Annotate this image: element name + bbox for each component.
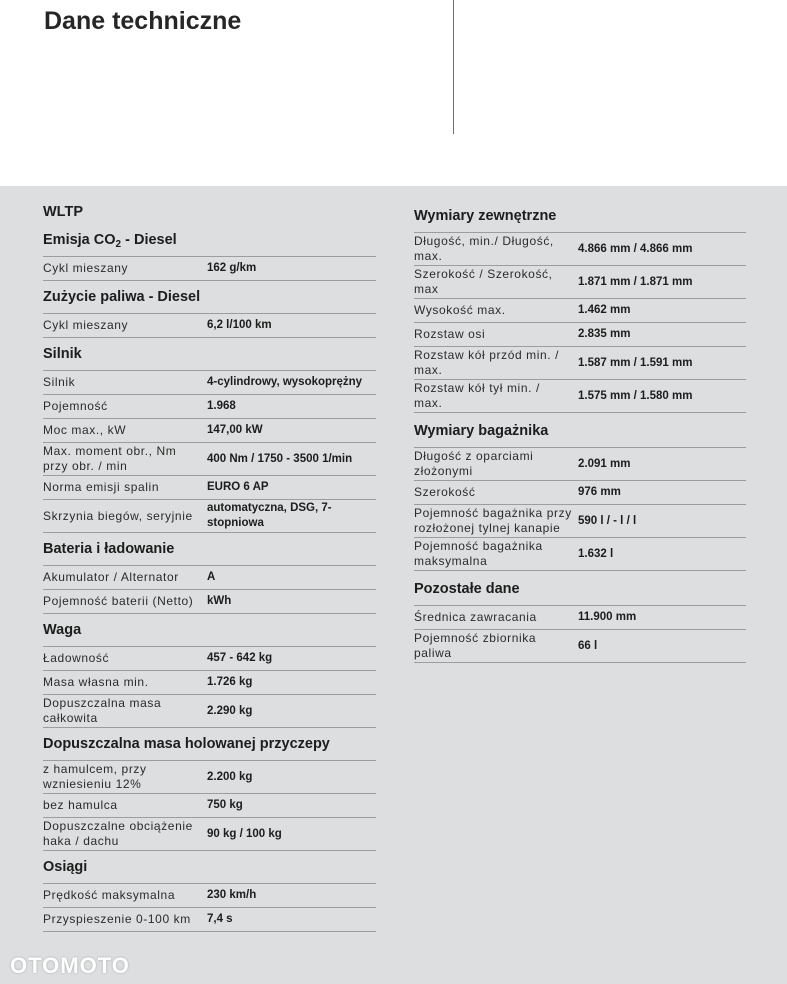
spec-value: 590 l / - l / l [578,514,637,527]
spec-value: 2.091 mm [578,457,631,470]
spec-label: Masa własna min. [43,675,149,689]
section-waga [43,646,376,728]
spec-row [43,695,376,728]
spec-label: Cykl mieszany [43,318,129,332]
spec-row [43,476,376,500]
spec-row [414,630,746,663]
spec-row [43,761,376,794]
spec-value: 1.726 kg [207,676,253,688]
section-wymiary-zewnetrzne [414,232,746,413]
spec-row [43,371,376,395]
spec-label: Rozstaw kół przód min. / max. [414,348,560,377]
spec-row [414,538,746,571]
section-title-waga: Waga [43,622,82,638]
spec-row [414,323,746,347]
spec-label: Długość z oparciami złożonymi [414,449,534,478]
section-title-bagaznik: Wymiary bagażnika [414,423,549,439]
section-silnik [43,370,376,533]
spec-value: 162 g/km [207,262,257,274]
spec-row [43,908,376,932]
spec-label: Szerokość [414,485,476,499]
spec-row [414,266,746,299]
spec-row [43,794,376,818]
spec-row [43,884,376,908]
header-divider [453,0,454,134]
section-przyczepa [43,760,376,851]
otomoto-watermark: OTOMOTO [10,953,130,978]
spec-label: Moc max., kW [43,423,127,437]
spec-label: z hamulcem, przy wzniesieniu 12% [43,762,147,791]
section-title-osiagi: Osiągi [43,859,88,875]
spec-value: EURO 6 AP [207,481,269,493]
spec-row [43,314,376,338]
section-title-zuzycie: Zużycie paliwa - Diesel [43,289,201,305]
spec-label: Wysokość max. [414,303,506,317]
section-osiagi [43,883,376,932]
spec-row [43,818,376,851]
spec-row [43,647,376,671]
spec-value: 147,00 kW [207,424,263,436]
spec-value: 1.462 mm [578,304,631,316]
spec-row [414,299,746,323]
spec-value: A [207,571,216,583]
section-pozostale [414,605,746,663]
section-zuzycie [43,313,376,338]
section-bateria [43,565,376,614]
spec-label: bez hamulca [43,798,118,812]
spec-value: 1.968 [207,400,236,412]
section-title-wymiary-zewnetrzne: Wymiary zewnętrzne [414,208,557,224]
spec-label: Norma emisji spalin [43,480,160,494]
spec-label: Szerokość / Szerokość, max [414,267,553,296]
spec-row [43,566,376,590]
spec-label: Max. moment obr., Nm przy obr. / min [43,444,177,473]
spec-label: Skrzynia biegów, seryjnie [43,508,193,523]
spec-label: Pojemność bagażnika maksymalna [414,539,543,568]
spec-row [414,606,746,630]
spec-label: Dopuszczalne obciążenie haka / dachu [43,819,193,848]
section-emisja [43,256,376,281]
spec-panel [0,186,787,984]
right-column [414,186,746,663]
spec-value: 400 Nm / 1750 - 3500 1/min [207,452,353,465]
spec-value: 1.871 mm / 1.871 mm [578,275,693,288]
spec-value: 1.587 mm / 1.591 mm [578,356,693,369]
spec-value: 66 l [578,639,598,652]
spec-value: 2.835 mm [578,328,631,340]
left-column [43,186,376,932]
spec-label: Rozstaw kół tył min. / max. [414,381,540,410]
spec-label: Pojemność bagażnika przy rozłożonej tylnej kanapie [414,506,572,535]
spec-label: Przyspieszenie 0-100 km [43,912,191,926]
spec-value: 11.900 mm [578,611,637,623]
spec-value: 2.200 kg [207,770,253,783]
spec-row [43,419,376,443]
wltp-heading: WLTP [43,204,83,220]
spec-label: Silnik [43,375,76,389]
spec-label: Długość, min./ Długość, max. [414,234,554,263]
spec-label: Akumulator / Alternator [43,570,179,584]
spec-value: kWh [207,595,232,607]
spec-row [414,233,746,266]
section-title-silnik: Silnik [43,346,82,362]
spec-value: 457 - 642 kg [207,652,273,664]
spec-row [43,443,376,476]
spec-row [414,347,746,380]
spec-label: Pojemność baterii (Netto) [43,594,194,608]
spec-value: 1.575 mm / 1.580 mm [578,389,693,402]
spec-label: Pojemność [43,399,108,413]
section-title-przyczepa: Dopuszczalna masa holowanej przyczepy [43,736,330,752]
spec-label: Cykl mieszany [43,261,129,275]
spec-label: Prędkość maksymalna [43,888,176,902]
section-bagaznik [414,447,746,571]
spec-value: 2.290 kg [207,704,253,717]
spec-value: 1.632 l [578,547,614,560]
spec-row [414,481,746,505]
spec-value: 230 km/h [207,889,257,901]
spec-row [414,505,746,538]
spec-label: Średnica zawracania [414,610,537,624]
spec-value: 4-cylindrowy, wysokoprężny [207,376,363,388]
spec-label: Rozstaw osi [414,327,486,341]
spec-value: 750 kg [207,799,243,811]
section-title-pozostale: Pozostałe dane [414,581,520,597]
spec-value: 976 mm [578,486,621,498]
spec-value: 90 kg / 100 kg [207,827,282,840]
spec-label: Ładowność [43,651,110,665]
spec-value: automatyczna, DSG, 7-stopniowa [207,502,332,529]
spec-row [43,500,376,533]
spec-row [43,590,376,614]
spec-value: 6,2 l/100 km [207,319,272,331]
spec-row [414,380,746,413]
page-title: Dane techniczne [44,7,242,35]
section-title-bateria: Bateria i ładowanie [43,541,175,557]
spec-label: Dopuszczalna masa całkowita [43,696,162,725]
spec-row [43,395,376,419]
section-title-emisja: Emisja $CO_2$ - Diesel [43,232,177,250]
spec-row [43,257,376,281]
spec-value: 4.866 mm / 4.866 mm [578,242,693,255]
spec-row [414,448,746,481]
spec-label: Pojemność zbiornika paliwa [414,631,537,660]
spec-value: 7,4 s [207,913,233,925]
spec-row [43,671,376,695]
